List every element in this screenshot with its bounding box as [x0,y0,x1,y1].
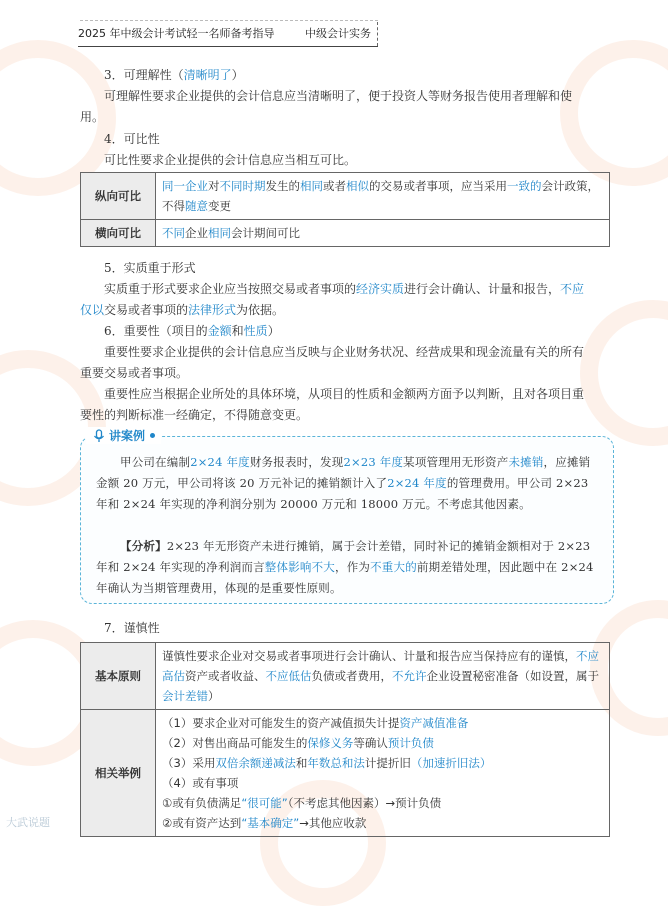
example-line: （3）采用双倍余额递减法和年数总和法计提折旧（加速折旧法） [162,756,492,770]
table-row [81,643,610,710]
watermark-ring [580,300,668,446]
row-label: 纵向可比 [81,173,156,220]
example-line: （1）要求企业对可能发生的资产减值损失计提资产减值准备 [162,716,469,730]
sec3-heading-key: 清晰明了 [183,68,232,82]
sec5-body: 实质重于形式要求企业应当按照交易或者事项的经济实质进行会计确认、计量和报告，不应仅以交易或者事项的法律形式为依据。 [80,282,585,317]
header-title: 2025 年中级会计考试轻一名师备考指导 [78,27,275,40]
comparability-table [80,172,610,247]
case-title [86,427,161,444]
row-content: 同一企业对不同时期发生的相同或者相似的交易或者事项，应当采用一致的会计政策，不得随意变更 [156,173,610,220]
page-header [78,22,378,47]
example-line: （4）或有事项 [162,776,239,790]
sec6-body-2: 重要性应当根据企业所处的具体环境，从项目的性质和金额两方面予以判断，且对各项目重要性的判断标准一经确定，不得随意变更。 [80,387,585,422]
case-paragraph-1: 甲公司在编制2×24 年度财务报表时，发现2×23 年度某项管理用无形资产未摊销，应摊销金额 20 万元，甲公司将该 20 万元补记的摊销额计入了2×24 年度的管理费用。甲公司 2×23 年和 2×24 年实现的净利润分别为 20000 万元和 18000 万元。不考虑其他因素。 [96,455,591,511]
row-label: 基本原则 [81,643,156,710]
table-row [81,710,610,837]
sec6-body-1: 重要性要求企业提供的会计信息应当反映与企业财务状况、经营成果和现金流量有关的所有重要交易或者事项。 [80,345,585,380]
case-title-text: 讲案例 [109,429,146,443]
case-paragraph-2: 【分析】2×23 年无形资产未进行摊销，属于会计差错，同时补记的摊销金额相对于 2×23 年和 2×24 年实现的净利润而言整体影响不大，作为不重大的前期差错处理，因此题中在 2×24 年确认为当期管理费用，体现的是重要性原则。 [96,539,594,595]
prudence-table [80,642,610,837]
sec4-heading: 4．可比性 [104,132,160,146]
row-content [156,710,610,837]
title-dot-icon [150,433,155,438]
sec6-heading: 6．重要性（项目的金额和性质） [104,324,280,338]
sec3-body: 可理解性要求企业提供的会计信息应当清晰明了，便于投资人等财务报告使用者理解和使用。 [80,89,573,124]
watermark-logo: 大武说题 [6,816,50,829]
header-subject: 中级会计实务 [305,22,378,46]
row-content: 不同企业相同会计期间可比 [156,220,610,247]
sec3-heading-prefix: 3．可理解性（ [104,68,184,82]
sec3-heading-suffix: ） [231,68,244,82]
table-row [81,220,610,247]
example-line: ②或有资产达到“基本确定”→其他应收款 [162,816,367,830]
sec7-heading: 7．谨慎性 [104,621,160,635]
sec3-heading [104,65,244,86]
example-line: （2）对售出商品可能发生的保修义务等确认预计负债 [162,736,434,750]
row-label: 相关举例 [81,710,156,837]
row-content: 谨慎性要求企业对交易或者事项进行会计确认、计量和报告应当保持应有的谨慎，不应高估资产或者收益、不应低估负债或者费用，不允许企业设置秘密准备（如设置，属于会计差错） [156,643,610,710]
row-label: 横向可比 [81,220,156,247]
table-row [81,173,610,220]
example-line: ①或有负债满足“很可能”（不考虑其他因素）→预计负债 [162,796,442,810]
microphone-icon [92,429,106,443]
sec4-body: 可比性要求企业提供的会计信息应当相互可比。 [104,153,357,167]
sec5-heading: 5．实质重于形式 [104,261,196,275]
